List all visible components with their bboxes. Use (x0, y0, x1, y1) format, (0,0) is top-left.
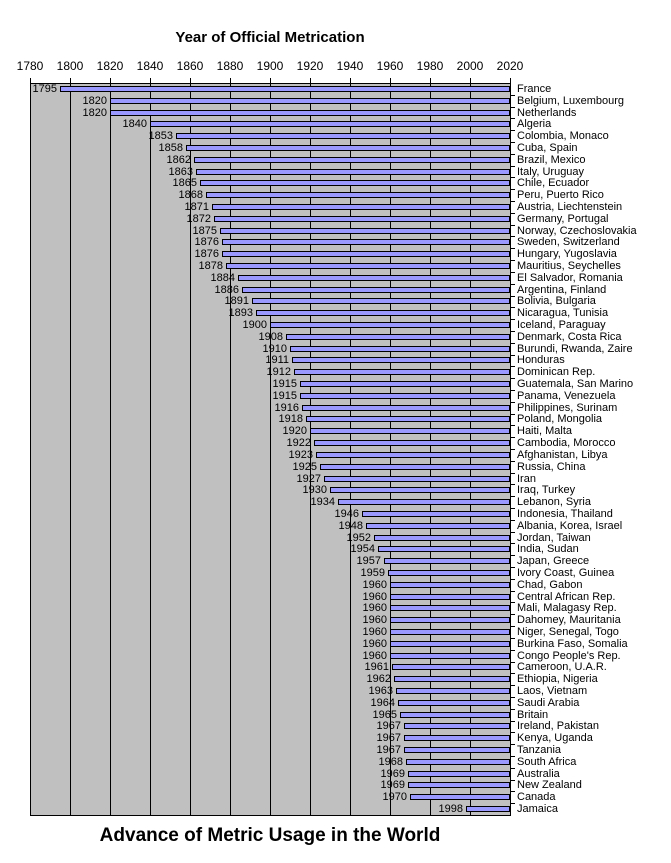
country-label: Albania, Korea, Israel (517, 520, 623, 532)
category-tick (511, 555, 515, 556)
bar (404, 735, 510, 741)
bar-year-label: 1960 (362, 591, 387, 603)
bar-year-label: 1952 (346, 532, 371, 544)
category-tick (511, 461, 515, 462)
bar-year-label: 1900 (242, 319, 267, 331)
bar-year-label: 1820 (82, 95, 107, 107)
bar (176, 133, 510, 139)
country-label: Ireland, Pakistan (517, 720, 599, 732)
category-tick (511, 118, 515, 119)
axis-tick-label: 1900 (256, 59, 284, 73)
category-tick (511, 732, 515, 733)
category-tick (511, 307, 515, 308)
bar (302, 405, 510, 411)
bar-year-label: 1960 (362, 626, 387, 638)
bar-year-label: 1910 (262, 343, 287, 355)
bar-year-label: 1872 (186, 213, 211, 225)
country-label: Denmark, Costa Rica (517, 331, 622, 343)
bar (186, 145, 510, 151)
bar-year-label: 1923 (288, 449, 313, 461)
country-label: Algeria (517, 118, 552, 130)
bar (400, 712, 510, 718)
country-label: Central African Rep. (517, 591, 616, 603)
axis-tick-label: 1880 (216, 59, 244, 73)
country-label: New Zealand (517, 779, 582, 791)
country-label: Cameroon, U.A.R. (517, 661, 607, 673)
bar (270, 322, 510, 328)
category-tick (511, 791, 515, 792)
bar-year-label: 1915 (272, 378, 297, 390)
bar-year-label: 1893 (228, 307, 253, 319)
country-label: Italy, Uruguay (517, 166, 585, 178)
bar-year-label: 1891 (224, 295, 249, 307)
country-label: Lebanon, Syria (517, 496, 591, 508)
axis-tick-label: 2000 (456, 59, 484, 73)
bar-year-label: 1920 (282, 425, 307, 437)
bar (212, 204, 510, 210)
country-label: Honduras (517, 354, 565, 366)
bar (286, 334, 510, 340)
category-tick (511, 662, 515, 663)
axis-tick (510, 78, 511, 83)
category-tick (511, 614, 515, 615)
country-label: Austria, Liechtenstein (517, 201, 623, 213)
country-label: Afghanistan, Libya (517, 449, 608, 461)
axis-tick (430, 78, 431, 83)
category-tick (511, 201, 515, 202)
bar (378, 546, 510, 552)
bar-year-label: 1925 (292, 461, 317, 473)
bar (256, 310, 510, 316)
country-label: Panama, Venezuela (517, 390, 616, 402)
country-label: Tanzania (517, 744, 562, 756)
bar (390, 617, 510, 623)
bar-year-label: 1960 (362, 614, 387, 626)
country-label: Germany, Portugal (517, 213, 609, 225)
country-label: Iraq, Turkey (517, 484, 576, 496)
bar (150, 121, 510, 127)
bar (390, 582, 510, 588)
bar-year-label: 1946 (334, 508, 359, 520)
bar (390, 653, 510, 659)
bar-year-label: 1916 (274, 402, 299, 414)
category-tick (511, 390, 515, 391)
bar-year-label: 1795 (32, 83, 57, 95)
bar-year-label: 1876 (194, 248, 219, 260)
category-tick (511, 650, 515, 651)
bar (320, 464, 510, 470)
country-label: Peru, Puerto Rico (517, 189, 604, 201)
category-tick (511, 402, 515, 403)
bar-year-label: 1969 (380, 768, 405, 780)
category-tick (511, 673, 515, 674)
bar (390, 605, 510, 611)
category-tick (511, 142, 515, 143)
bar-year-label: 1934 (310, 496, 335, 508)
bar (200, 180, 510, 186)
bar (398, 700, 510, 706)
axis-tick (110, 78, 111, 83)
bar (390, 629, 510, 635)
category-tick (511, 95, 515, 96)
bar (222, 239, 510, 245)
bar-year-label: 1840 (122, 118, 147, 130)
category-tick (511, 425, 515, 426)
axis-tick (150, 78, 151, 83)
category-tick (511, 602, 515, 603)
country-label: Burundi, Rwanda, Zaire (517, 343, 633, 355)
country-label: Iceland, Paraguay (517, 319, 606, 331)
category-tick (511, 638, 515, 639)
category-tick (511, 780, 515, 781)
bar (314, 440, 510, 446)
bar (300, 381, 510, 387)
axis-tick (390, 78, 391, 83)
category-tick (511, 685, 515, 686)
bar-year-label: 1960 (362, 602, 387, 614)
bar (110, 98, 510, 104)
country-label: Poland, Mongolia (517, 413, 603, 425)
category-tick (511, 449, 515, 450)
category-tick (511, 107, 515, 108)
country-label: Jordan, Taiwan (517, 532, 591, 544)
bar (214, 216, 510, 222)
category-tick (511, 579, 515, 580)
country-label: Guatemala, San Marino (517, 378, 634, 390)
bar-year-label: 1863 (168, 166, 193, 178)
country-label: Mauritius, Seychelles (517, 260, 621, 272)
category-tick (511, 508, 515, 509)
category-tick (511, 721, 515, 722)
bar (466, 806, 510, 812)
bar-year-label: 1962 (366, 673, 391, 685)
bar-year-label: 1959 (360, 567, 385, 579)
axis-tick (470, 78, 471, 83)
country-label: Congo People's Rep. (517, 650, 621, 662)
chart-title-top: Year of Official Metrication (175, 29, 365, 46)
bar-year-label: 1965 (372, 709, 397, 721)
bar (306, 416, 510, 422)
country-label: Bolivia, Bulgaria (517, 295, 596, 307)
bar (238, 275, 510, 281)
country-label: Haiti, Malta (517, 425, 573, 437)
category-tick (511, 378, 515, 379)
bar (374, 535, 510, 541)
chart-title-bottom: Advance of Metric Usage in the World (99, 825, 441, 846)
country-label: South Africa (517, 756, 577, 768)
bar-year-label: 1969 (380, 779, 405, 791)
country-label: Dahomey, Mauritania (517, 614, 621, 626)
country-label: Laos, Vietnam (517, 685, 588, 697)
country-label: Cambodia, Morocco (517, 437, 616, 449)
country-label: Netherlands (517, 107, 577, 119)
bar (290, 346, 510, 352)
bar-year-label: 1908 (258, 331, 283, 343)
category-tick (511, 744, 515, 745)
axis-tick-label: 1820 (96, 59, 124, 73)
country-label: Cuba, Spain (517, 142, 578, 154)
category-tick (511, 437, 515, 438)
bar (226, 263, 510, 269)
category-tick (511, 626, 515, 627)
bar (384, 558, 510, 564)
bar-year-label: 1871 (184, 201, 209, 213)
bar-year-label: 1960 (362, 638, 387, 650)
country-label: Ivory Coast, Guinea (517, 567, 615, 579)
category-tick (511, 768, 515, 769)
bar (392, 664, 510, 670)
category-tick (511, 225, 515, 226)
category-tick (511, 236, 515, 237)
country-label: France (517, 83, 552, 95)
bar-year-label: 1915 (272, 390, 297, 402)
country-label: Nicaragua, Tunisia (517, 307, 609, 319)
country-label: El Salvador, Romania (517, 272, 623, 284)
country-label: Colombia, Monaco (517, 130, 609, 142)
category-tick (511, 697, 515, 698)
country-label: Dominican Rep. (517, 366, 596, 378)
bar-year-label: 1960 (362, 650, 387, 662)
axis-tick-label: 1840 (136, 59, 164, 73)
axis-tick-label: 1980 (416, 59, 444, 73)
category-tick (511, 355, 515, 356)
axis-tick (310, 78, 311, 83)
category-tick (511, 567, 515, 568)
country-label: Indonesia, Thailand (517, 508, 613, 520)
bar-year-label: 1858 (158, 142, 183, 154)
category-tick (511, 189, 515, 190)
country-label: Sweden, Switzerland (517, 236, 620, 248)
axis-tick-label: 1920 (296, 59, 324, 73)
bar-year-label: 1967 (376, 732, 401, 744)
bar (404, 723, 510, 729)
bar (406, 759, 510, 765)
bar-year-label: 1878 (198, 260, 223, 272)
country-label: Burkina Faso, Somalia (517, 638, 628, 650)
category-tick (511, 154, 515, 155)
bar-year-label: 1911 (265, 354, 289, 366)
bar-year-label: 1967 (376, 744, 401, 756)
category-tick (511, 177, 515, 178)
bar-year-label: 1927 (296, 473, 321, 485)
bar (222, 251, 510, 257)
country-label: Niger, Senegal, Togo (517, 626, 619, 638)
bar-year-label: 1970 (382, 791, 407, 803)
bar-year-label: 1960 (362, 579, 387, 591)
bar (330, 487, 510, 493)
country-label: Japan, Greece (517, 555, 590, 567)
bar (388, 570, 510, 576)
bar (316, 452, 510, 458)
bar (220, 228, 510, 234)
axis-tick (230, 78, 231, 83)
bar (60, 86, 510, 92)
bar (390, 594, 510, 600)
bar (396, 688, 510, 694)
bar (324, 476, 510, 482)
axis-tick-label: 1800 (56, 59, 84, 73)
gridline (70, 83, 71, 815)
bar (252, 298, 510, 304)
bar-year-label: 1868 (178, 189, 203, 201)
bar (366, 523, 510, 529)
category-tick (511, 520, 515, 521)
country-label: Canada (517, 791, 556, 803)
axis-tick (190, 78, 191, 83)
country-label: Chile, Ecuador (517, 177, 590, 189)
axis-tick-label: 1940 (336, 59, 364, 73)
country-label: Russia, China (517, 461, 586, 473)
country-label: Saudi Arabia (517, 697, 580, 709)
bar-year-label: 1930 (302, 484, 327, 496)
category-tick (511, 272, 515, 273)
bar-year-label: 1957 (356, 555, 381, 567)
country-label: Norway, Czechoslovakia (517, 225, 637, 237)
bar-year-label: 1922 (286, 437, 311, 449)
country-label: Brazil, Mexico (517, 154, 586, 166)
bar (194, 157, 510, 163)
bar (292, 357, 510, 363)
category-tick (511, 543, 515, 544)
bar-year-label: 1964 (370, 697, 395, 709)
bar-year-label: 1961 (364, 661, 389, 673)
bar (242, 287, 510, 293)
bar-year-label: 1963 (368, 685, 393, 697)
bar-year-label: 1853 (148, 130, 173, 142)
country-label: Mali, Malagasy Rep. (517, 602, 617, 614)
category-tick (511, 756, 515, 757)
bar-year-label: 1968 (378, 756, 403, 768)
country-label: Iran (517, 473, 536, 485)
axis-tick-label: 1780 (16, 59, 44, 73)
category-tick (511, 213, 515, 214)
bar-year-label: 1876 (194, 236, 219, 248)
axis-tick (270, 78, 271, 83)
bar-year-label: 1967 (376, 720, 401, 732)
category-tick (511, 591, 515, 592)
bar (310, 428, 510, 434)
axis-tick-label: 1960 (376, 59, 404, 73)
bar (410, 794, 510, 800)
bar-year-label: 1884 (210, 272, 235, 284)
bar (362, 511, 510, 517)
category-tick (511, 284, 515, 285)
bar (338, 499, 510, 505)
category-tick (511, 343, 515, 344)
category-tick (511, 414, 515, 415)
gridline (110, 83, 111, 815)
country-label: Argentina, Finland (517, 284, 607, 296)
country-label: Belgium, Luxembourg (517, 95, 625, 107)
bar-year-label: 1948 (338, 520, 363, 532)
category-tick (511, 532, 515, 533)
category-tick (511, 484, 515, 485)
bar (196, 169, 510, 175)
country-label: Philippines, Surinam (517, 402, 618, 414)
axis-tick-label: 1860 (176, 59, 204, 73)
bar (408, 771, 510, 777)
bar-year-label: 1862 (166, 154, 191, 166)
bar (206, 192, 510, 198)
bar (300, 393, 510, 399)
category-tick (511, 319, 515, 320)
category-tick (511, 260, 515, 261)
bar-year-label: 1820 (82, 107, 107, 119)
bar-year-label: 1886 (214, 284, 239, 296)
axis-tick-label: 2020 (496, 59, 524, 73)
category-tick (511, 130, 515, 131)
category-tick (511, 248, 515, 249)
axis-tick (350, 78, 351, 83)
bar-year-label: 1875 (192, 225, 217, 237)
category-tick (511, 496, 515, 497)
bar (110, 110, 510, 116)
category-tick (511, 803, 515, 804)
country-label: Britain (517, 709, 549, 721)
country-label: Jamaica (517, 803, 558, 815)
country-label: India, Sudan (517, 543, 579, 555)
bar (390, 641, 510, 647)
country-label: Hungary, Yugoslavia (517, 248, 617, 260)
axis-tick (70, 78, 71, 83)
bar-year-label: 1998 (438, 803, 463, 815)
category-tick (511, 296, 515, 297)
bar (294, 369, 510, 375)
category-tick (511, 366, 515, 367)
category-tick (511, 473, 515, 474)
country-label: Chad, Gabon (517, 579, 583, 591)
bar-year-label: 1865 (172, 177, 197, 189)
bar-year-label: 1912 (266, 366, 291, 378)
bar (408, 782, 510, 788)
category-tick (511, 166, 515, 167)
bar (394, 676, 510, 682)
category-tick (511, 331, 515, 332)
bar-year-label: 1954 (350, 543, 375, 555)
category-tick (511, 709, 515, 710)
bar (404, 747, 510, 753)
country-label: Australia (517, 768, 560, 780)
country-label: Ethiopia, Nigeria (517, 673, 598, 685)
bar-year-label: 1918 (278, 413, 303, 425)
country-label: Kenya, Uganda (517, 732, 593, 744)
